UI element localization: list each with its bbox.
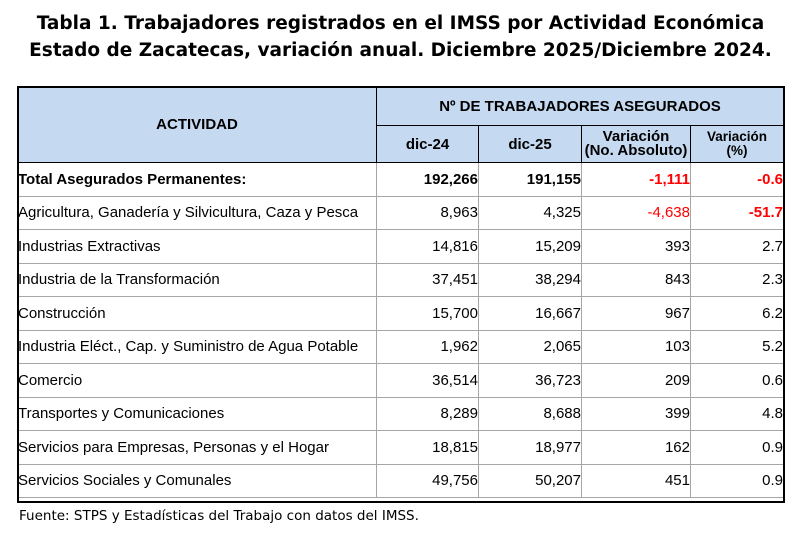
cell-actividad: Agricultura, Ganadería y Silvicultura, Caza y Pesca: [18, 196, 377, 230]
cell-variacion-absoluto: 162: [582, 431, 691, 465]
cell-actividad: Industrias Extractivas: [18, 230, 377, 264]
header-actividad: ACTIVIDAD: [18, 87, 377, 163]
cell-dic-24: 18,815: [377, 431, 479, 465]
cell-variacion-porcentaje: 0.6: [691, 364, 784, 398]
cell-variacion-absoluto: -4,638: [582, 196, 691, 230]
cell-variacion-porcentaje: 0.9: [691, 431, 784, 465]
header-variacion-absoluto-line1: Variación: [602, 128, 670, 145]
cell-dic-25: 50,207: [479, 464, 582, 498]
cell-actividad: Servicios Sociales y Comunales: [18, 464, 377, 498]
cell-dic-25: 36,723: [479, 364, 582, 398]
cell-dic-24: 36,514: [377, 364, 479, 398]
cell-dic-24: 8,963: [377, 196, 479, 230]
cell-variacion-absoluto: -1,111: [582, 163, 691, 197]
cell-dic-24: 1,962: [377, 330, 479, 364]
cell-dic-24: 37,451: [377, 263, 479, 297]
cell-variacion-porcentaje: 5.2: [691, 330, 784, 364]
cell-dic-25: 4,325: [479, 196, 582, 230]
cell-dic-24: 15,700: [377, 297, 479, 331]
cell-variacion-absoluto: 393: [582, 230, 691, 264]
cell-dic-24: 14,816: [377, 230, 479, 264]
cell-variacion-absoluto: 103: [582, 330, 691, 364]
cell-dic-25: 18,977: [479, 431, 582, 465]
header-trabajadores-asegurados: Nº DE TRABAJADORES ASEGURADOS: [377, 87, 784, 126]
header-variacion-porcentaje: [691, 126, 784, 163]
cell-actividad: Servicios para Empresas, Personas y el Hogar: [18, 431, 377, 465]
header-dic-25: dic-25: [479, 126, 582, 163]
table-row: [18, 196, 784, 230]
header-variacion-porcentaje-line1: Variación: [706, 129, 768, 144]
cell-variacion-absoluto: 399: [582, 397, 691, 431]
cell-variacion-porcentaje: -0.6: [691, 163, 784, 197]
table-row: [18, 297, 784, 331]
table-row: [18, 330, 784, 364]
cell-dic-25: 8,688: [479, 397, 582, 431]
cell-dic-25: 38,294: [479, 263, 582, 297]
cell-variacion-absoluto: 967: [582, 297, 691, 331]
cell-variacion-porcentaje: 2.3: [691, 263, 784, 297]
table-row: [18, 263, 784, 297]
table-title: [0, 10, 801, 64]
cell-actividad: Total Asegurados Permanentes:: [18, 163, 377, 197]
cell-variacion-porcentaje: 2.7: [691, 230, 784, 264]
cell-variacion-absoluto: 451: [582, 464, 691, 498]
cell-actividad: Comercio: [18, 364, 377, 398]
header-variacion-absoluto-line2: (No. Absoluto): [584, 142, 688, 159]
title-line-2: Estado de Zacatecas, variación anual. Diciembre 2025/Diciembre 2024.: [29, 40, 772, 61]
cell-variacion-porcentaje: 0.9: [691, 464, 784, 498]
header-dic-24: dic-24: [377, 126, 479, 163]
cell-actividad: Industria Eléct., Cap. y Suministro de Agua Potable: [18, 330, 377, 364]
workers-table: [17, 86, 784, 498]
cell-actividad: Transportes y Comunicaciones: [18, 397, 377, 431]
cell-variacion-absoluto: 209: [582, 364, 691, 398]
cell-actividad: Industria de la Transformación: [18, 263, 377, 297]
header-variacion-absoluto: [582, 126, 691, 163]
table-row: [18, 364, 784, 398]
cell-dic-25: 16,667: [479, 297, 582, 331]
cell-dic-24: 49,756: [377, 464, 479, 498]
table-row-total: [18, 163, 784, 197]
cell-variacion-porcentaje: 6.2: [691, 297, 784, 331]
title-line-1: Tabla 1. Trabajadores registrados en el IMSS por Actividad Económica: [36, 13, 765, 34]
table-row: [18, 230, 784, 264]
cell-dic-25: 15,209: [479, 230, 582, 264]
cell-dic-25: 191,155: [479, 163, 582, 197]
cell-actividad: Construcción: [18, 297, 377, 331]
cell-dic-24: 192,266: [377, 163, 479, 197]
cell-variacion-absoluto: 843: [582, 263, 691, 297]
cell-variacion-porcentaje: -51.7: [691, 196, 784, 230]
source-note: Fuente: STPS y Estadísticas del Trabajo con datos del IMSS.: [19, 508, 419, 524]
cell-dic-24: 8,289: [377, 397, 479, 431]
table-row: [18, 431, 784, 465]
header-variacion-porcentaje-line2: (%): [726, 143, 748, 158]
table-row: [18, 397, 784, 431]
cell-variacion-porcentaje: 4.8: [691, 397, 784, 431]
table-row: [18, 464, 784, 498]
cell-dic-25: 2,065: [479, 330, 582, 364]
